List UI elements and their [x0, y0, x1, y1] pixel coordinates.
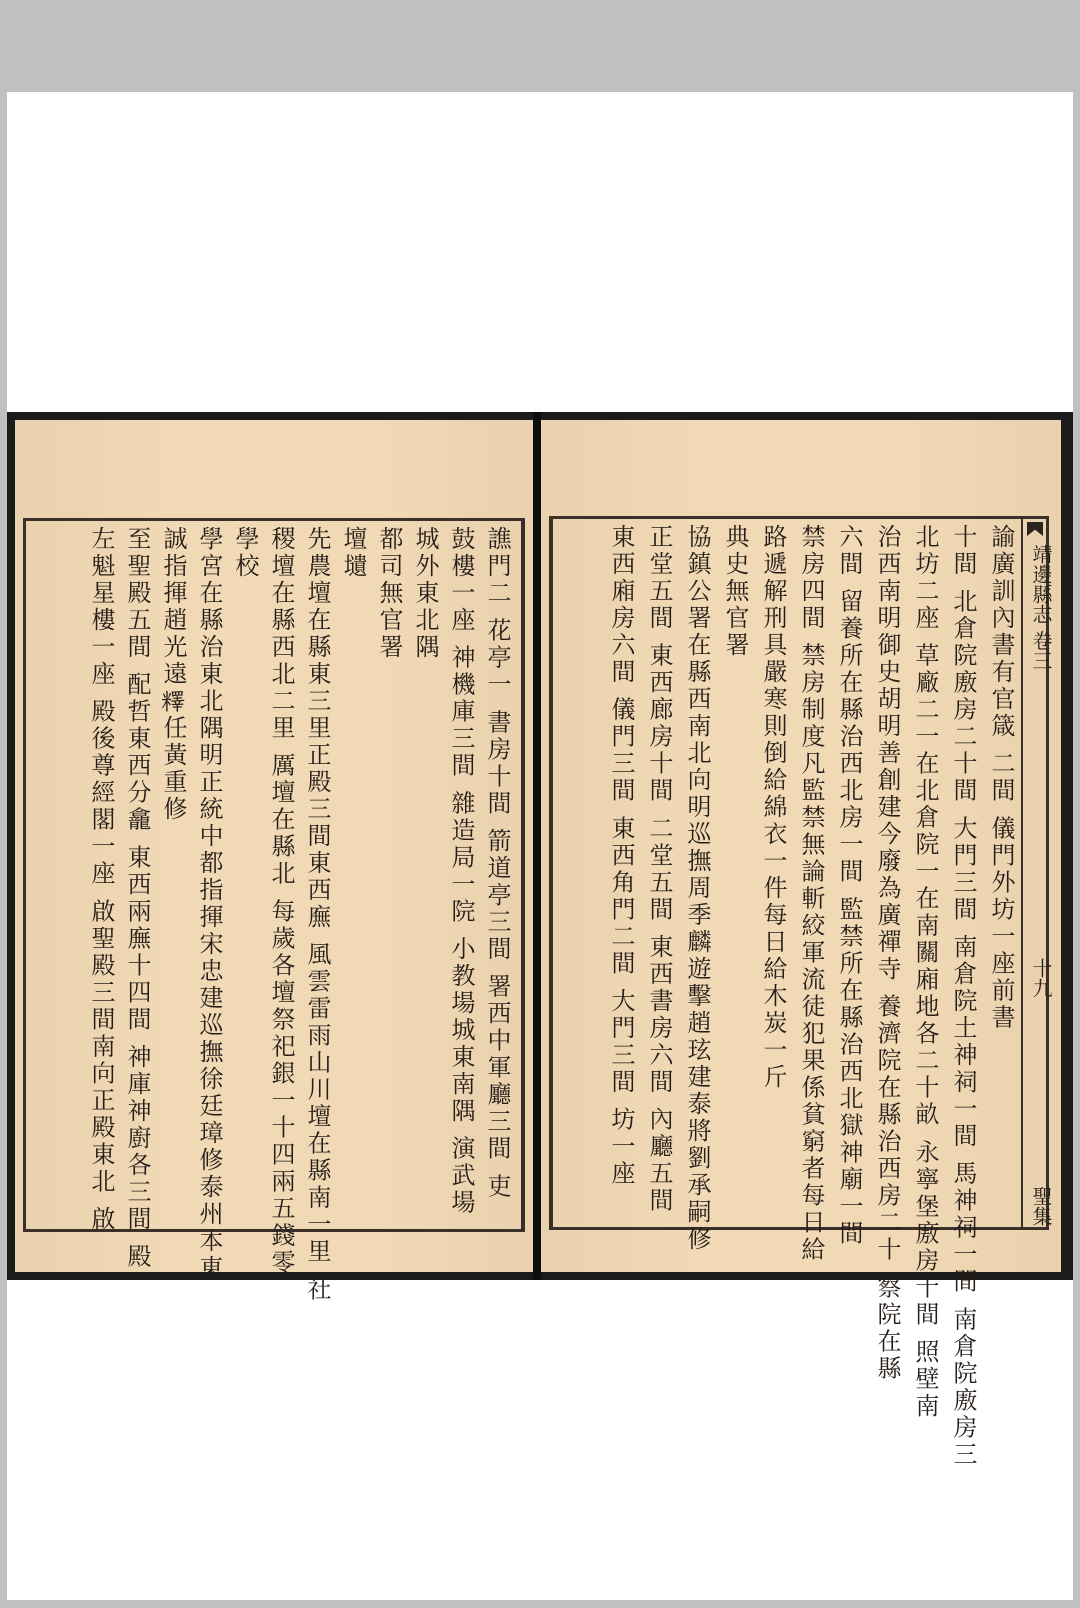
- banxin-title: 靖邊縣志 卷三: [1029, 544, 1053, 671]
- left-page: [15, 420, 533, 1304]
- banxin-collection: 聖集: [1029, 1186, 1053, 1226]
- text-column: 正堂五間 東西廊房十間 二堂五間 東西書房六間 內廳五間: [645, 524, 673, 1215]
- book-gutter: [533, 412, 541, 1280]
- page-banxin: [1021, 518, 1053, 1230]
- text-column: 學宮在縣治東北隅明正統中都指揮宋忠建巡撫徐廷璋修泰州本東: [195, 526, 223, 1282]
- text-column: 鼓樓一座 神機庫三間 雜造局一院 小教場城東南隅 演武場: [447, 526, 475, 1217]
- right-page: [541, 420, 1061, 1469]
- banxin-page-number: 十九: [1029, 958, 1053, 998]
- text-column: 左魁星樓一座 殿後尊經閣一座 啟聖殿三間南向正殿東北 啟: [87, 526, 115, 1233]
- text-column: 禁房四間 禁房制度凡監禁無論斬絞軍流徒犯果係貧窮者每日給: [797, 524, 825, 1264]
- text-column: 典史無官署: [721, 524, 749, 659]
- text-column: 治西南明御史胡明善創建今廢為廣禪寺 養濟院在縣治西房二十 察院在縣: [873, 524, 901, 1383]
- text-column: 十間 北倉院廒房二十間 大門三間 南倉院土神祠一間 馬神祠一間 南倉院廒房三: [949, 524, 977, 1469]
- text-column: 先農壇在縣東三里正殿三間東西廡 風雲雷雨山川壇在縣南一里 社: [303, 526, 331, 1304]
- text-column: 稷壇在縣西北二里 厲壇在縣北 每歲各壇祭祀銀一十四兩五錢零: [267, 526, 295, 1277]
- text-column: 至聖殿五間 配哲東西分龕 東西兩廡十四間 神庫神廚各三間 殿: [123, 526, 151, 1271]
- text-column: 都司無官署: [375, 526, 403, 661]
- text-column: 學校: [231, 526, 259, 580]
- text-column: 東西廂房六間 儀門三間 東西角門二間 大門三間 坊一座: [607, 524, 635, 1188]
- right-page-text: [557, 524, 1017, 1469]
- text-column: 協鎮公署在縣西南北向明巡撫周季麟遊擊趙玹建泰將劉承嗣修: [683, 524, 711, 1253]
- text-column: 六間 留養所在縣治西北房一間 監禁所在縣治西北獄神廟一間: [835, 524, 863, 1248]
- text-column: 城外東北隅: [411, 526, 439, 661]
- text-column: 路遞解刑具嚴寒則倒給綿衣一件每日給木炭一斤: [759, 524, 787, 1091]
- text-column: 壇壝: [339, 526, 367, 580]
- fish-tail-mark: [1027, 522, 1043, 536]
- left-page-text: [77, 526, 513, 1304]
- text-column: 北坊二座 草廠二一在北倉院一在南關廂地各二十畝 永寧堡廒房十間 照壁南: [911, 524, 939, 1420]
- text-column: 誠指揮趙光遠𥼶任黃重修: [159, 526, 187, 823]
- text-column: 諭廣訓內書有官箴 二間 儀門外坊一座前書: [987, 524, 1015, 1032]
- book-scan: [7, 412, 1073, 1469]
- text-column: 譙門二 花亭一 書房十間 箭道亭三間 署西中軍廳三間 吏: [483, 526, 511, 1201]
